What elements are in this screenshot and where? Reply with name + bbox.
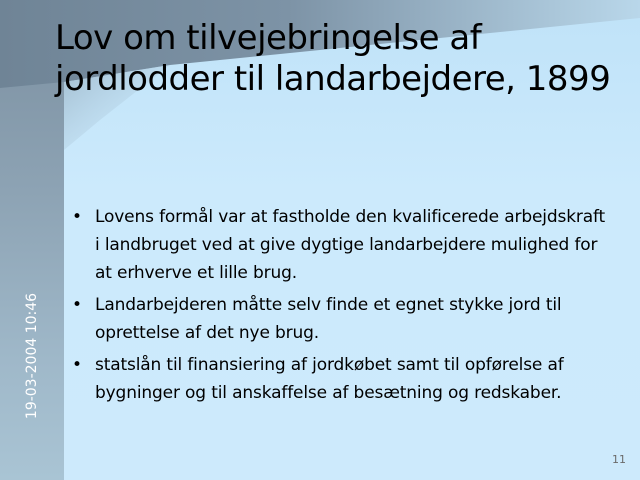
bullet-icon: • [72, 295, 82, 315]
slide-title: Lov om tilvejebringelse af jordlodder til landarbejdere, 1899 [55, 18, 611, 99]
bullet-item [70, 291, 610, 347]
bullet-icon: • [72, 207, 82, 227]
bullet-text: statslån til finansiering af jordkøbet samt til opførelse af bygninger og til anskaffelse af besætning og redskaber. [95, 355, 564, 403]
bullet-item [70, 203, 610, 287]
slide-date: 19-03-2004 10:46 [24, 292, 40, 420]
bullet-text: Landarbejderen måtte selv finde et egnet stykke jord til oprettelse af det nye brug. [95, 295, 562, 343]
bullet-text: Lovens formål var at fastholde den kvalificerede arbejdskraft i landbruget ved at give dygtige landarbejdere mulighed for at erhverve et lille brug. [95, 207, 606, 283]
bullet-item [70, 351, 610, 407]
bullet-icon: • [72, 355, 82, 375]
page-number: 11 [612, 453, 626, 466]
bullet-list [70, 203, 610, 411]
